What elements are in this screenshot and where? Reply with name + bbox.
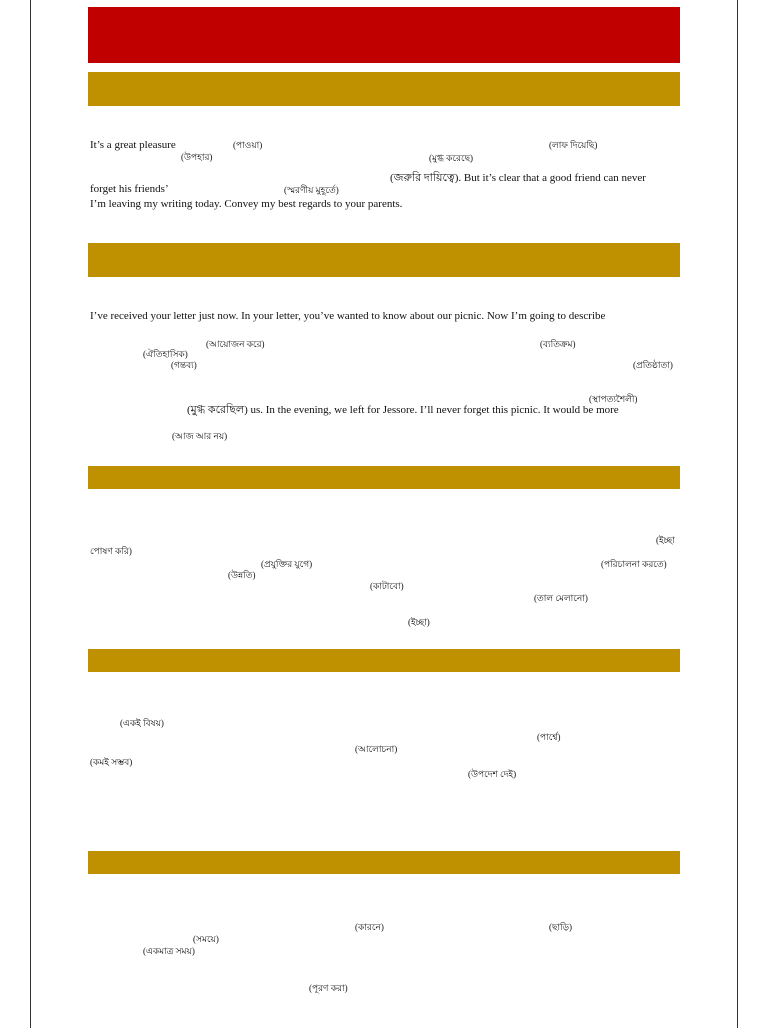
gloss-text: (পূরণ করা) <box>309 983 348 993</box>
section-header-1 <box>88 72 680 106</box>
gloss-text: (কারনে) <box>355 922 384 932</box>
gloss-text: (আজ আর নয়) <box>172 431 228 441</box>
section-header-2 <box>88 243 680 277</box>
title-banner <box>88 7 680 63</box>
text-line: forget his friends’ <box>90 183 169 195</box>
gloss-text: (গন্তব্য) <box>171 360 197 370</box>
gloss-text: (উপহার) <box>181 152 213 162</box>
gloss-text: পোষণ করি) <box>90 546 132 556</box>
gloss-text: (উপদেশ দেই) <box>468 769 517 779</box>
gloss-text: (প্রযুক্তির যুগে) <box>261 559 313 569</box>
gloss-text: (মুগ্ধ করেছে) <box>429 153 474 163</box>
gloss-text: (ইচ্ছা <box>656 535 675 545</box>
section-header-5 <box>88 851 680 874</box>
gloss-text: (সময়ে) <box>193 934 219 944</box>
text-line: (মুগ্ধ করেছিল) us. In the evening, we left for Jessore. I’ll never forget this picnic. It would be more <box>187 404 619 416</box>
gloss-text: (স্মরণীয় মুহূর্তে) <box>284 185 339 195</box>
text-line: I’ve received your letter just now. In your letter, you’ve wanted to know about our picnic. Now I’m going to describe <box>90 310 606 322</box>
gloss-text: (তাল মেলানো) <box>534 593 588 603</box>
gloss-text: (পাওয়া) <box>233 140 263 150</box>
text-line: (জরুরি দায়িত্বে). But it’s clear that a good friend can never <box>390 172 646 184</box>
section-header-3 <box>88 466 680 489</box>
gloss-text: (প্রতিষ্ঠাতা) <box>633 360 673 370</box>
gloss-text: (স্থাপত্যশৈলী) <box>589 394 638 404</box>
gloss-text: (ছাড়ি) <box>549 922 573 932</box>
gloss-text: (পার্শ্বে) <box>537 732 561 742</box>
gloss-text: (আয়োজন করে) <box>206 339 265 349</box>
gloss-text: (ঐতিহাসিক) <box>143 349 188 359</box>
gloss-text: (পরিচালনা করতে) <box>601 559 667 569</box>
gloss-text: (আলোচনা) <box>355 744 398 754</box>
gloss-text: (ব্যতিক্রম) <box>540 339 576 349</box>
section-header-4 <box>88 649 680 672</box>
gloss-text: (কমই সম্ভব) <box>90 757 133 767</box>
gloss-text: (কাটাবো) <box>370 581 404 591</box>
gloss-text: (ইচ্ছা) <box>408 617 430 627</box>
gloss-text: (একই বিষয়) <box>120 718 164 728</box>
gloss-text: (উন্নতি) <box>228 570 256 580</box>
gloss-text: (একমাত্র সময়) <box>143 946 195 956</box>
text-line: It’s a great pleasure <box>90 139 176 151</box>
gloss-text: (লাফ দিয়েছি) <box>549 140 598 150</box>
text-line: I’m leaving my writing today. Convey my best regards to your parents. <box>90 198 403 210</box>
